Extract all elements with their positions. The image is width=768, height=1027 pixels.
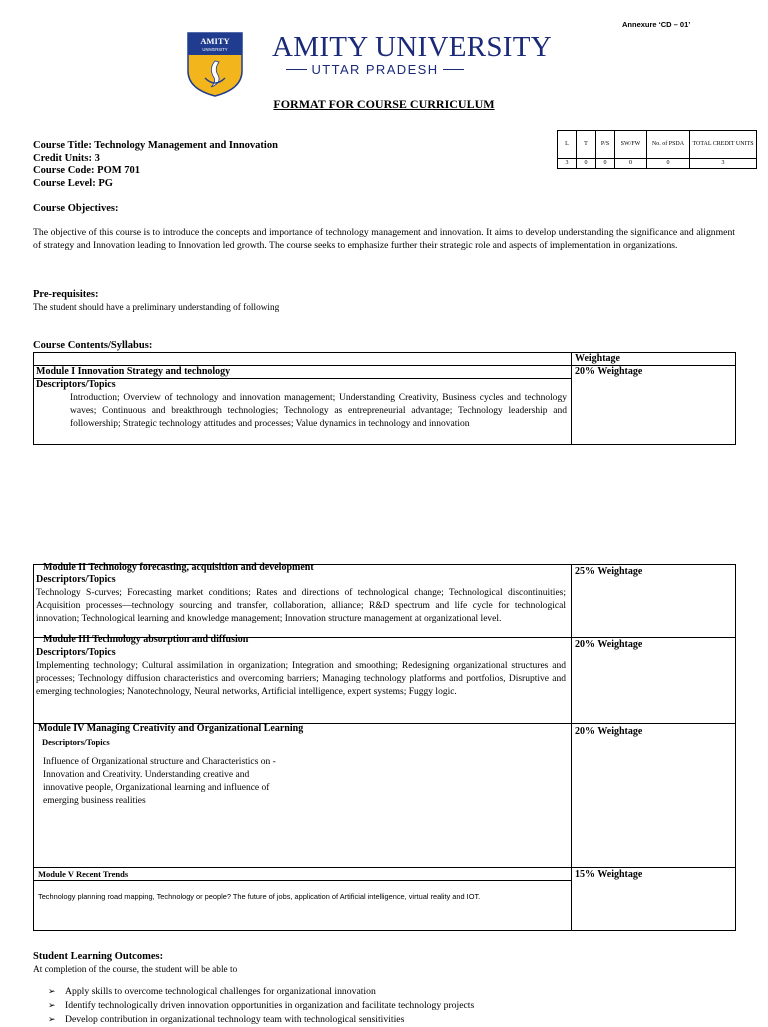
university-name: AMITY UNIVERSITY: [272, 31, 553, 63]
module-2-descriptor-label: Descriptors/Topics: [36, 574, 116, 585]
module-1-title: Module I Innovation Strategy and technology: [36, 366, 231, 377]
outcomes-intro: At completion of the course, the student will be able to: [33, 965, 238, 975]
list-item: [48, 1013, 474, 1027]
credits-table: [557, 130, 757, 169]
module-1-text: Introduction; Overview of technology and innovation management; Understanding Creativity, Business cycles and technology waves; Continuous and breakthrough technologies; Technology as entrepreneurial advantage; Technology leadership and followership; Strategic technology attitudes and processes; Value dynamics in technology and innovation: [70, 393, 567, 429]
svg-text:AMITY: AMITY: [200, 36, 230, 46]
credits-header: TOTAL CREDIT UNITS: [690, 131, 757, 159]
credits-value: 0: [596, 159, 615, 169]
module-4-descriptor-label: Descriptors/Topics: [42, 737, 110, 747]
list-item: [48, 985, 474, 999]
arrow-bullet-icon: ➢: [48, 1015, 56, 1025]
syllabus-heading: Course Contents/Syllabus:: [33, 340, 153, 351]
objectives-text: The objective of this course is to introduce the concepts and importance of technology management and innovation. It aims to develop understanding the significance and alignment of strategy and Innovation leading to Innovation led growth. The course seeks to emphasize further their strategic role and aspects of implementation in organizations.: [33, 227, 735, 251]
outcomes-heading: Student Learning Outcomes:: [33, 951, 164, 962]
module-4-weight: 20% Weightage: [575, 726, 643, 737]
module-5-weight: 15% Weightage: [575, 869, 643, 880]
outcomes-list: [48, 985, 474, 1027]
course-info: [33, 140, 278, 190]
module-4-line: Influence of Organizational structure and Characteristics on -: [43, 757, 276, 767]
module-2-title: Module II Technology forecasting, acquisition and development: [43, 562, 314, 573]
module-2-text: Technology S-curves; Forecasting market conditions; Rates and directions of technological change; Technological discontinuities; Acquisition processes—technology sourcing and transfer, collaboration, alliance; R&D spectrum and life cycle for technological innovation; Technological learning and knowledge management; Innovation structure management at organizational level.: [36, 588, 566, 624]
prerequisites-text: The student should have a preliminary understanding of following: [33, 303, 280, 313]
divider: [33, 880, 572, 881]
amity-shield-logo: [186, 31, 244, 97]
credits-header: P/S: [596, 131, 615, 159]
outcome-text: Apply skills to overcome technological challenges for organizational innovation: [65, 986, 376, 997]
divider: [33, 867, 735, 868]
module-4-text: [43, 756, 276, 808]
module-4-line: Innovation and Creativity. Understanding creative and: [43, 770, 250, 780]
module-3-title: Module III Technology absorption and diffusion: [43, 634, 249, 645]
course-title: Course Title: Technology Management and Innovation: [33, 140, 278, 151]
svg-text:UNIVERSITY: UNIVERSITY: [202, 47, 228, 52]
module-1-weight: 20% Weightage: [575, 366, 643, 377]
list-item: [48, 999, 474, 1013]
module-1-descriptor-label: Descriptors/Topics: [36, 379, 116, 390]
divider: [443, 69, 464, 70]
arrow-bullet-icon: ➢: [48, 1001, 56, 1011]
module-4-line: innovative people, Organizational learning and influence of: [43, 783, 270, 793]
course-code: Course Code: POM 701: [33, 165, 141, 176]
objectives-heading: Course Objectives:: [33, 203, 119, 214]
credits-header: T: [577, 131, 596, 159]
weightage-header: Weightage: [575, 353, 620, 364]
credits-header: SW/FW: [615, 131, 647, 159]
course-level: Course Level: PG: [33, 177, 113, 189]
outcome-text: Develop contribution in organizational technology team with technological sensitivities: [65, 1014, 405, 1025]
credits-header: No. of PSDA: [647, 131, 690, 159]
module-3-descriptor-label: Descriptors/Topics: [36, 647, 116, 658]
divider: [571, 564, 572, 930]
module-4-line: emerging business realities: [43, 796, 146, 806]
credits-value: 3: [690, 159, 757, 169]
credits-value: 0: [615, 159, 647, 169]
university-region: [286, 62, 464, 77]
credits-value: 3: [558, 159, 577, 169]
credits-value: 0: [647, 159, 690, 169]
credits-value: 0: [577, 159, 596, 169]
module-5-text: Technology planning road mapping, Technology or people? The future of jobs, application of Artificial intelligence, virtual reality and IOT.: [38, 892, 481, 901]
region-label: UTTAR PRADESH: [311, 62, 439, 77]
credits-header: L: [558, 131, 577, 159]
format-title: FORMAT FOR COURSE CURRICULUM: [273, 97, 495, 111]
module-2-weight: 25% Weightage: [575, 566, 643, 577]
divider: [286, 69, 307, 70]
module-4-title: Module IV Managing Creativity and Organizational Learning: [38, 723, 304, 734]
module-3-text: Implementing technology; Cultural assimilation in organization; Integration and smoothing; Redesigning organizational structures and processes; Technology diffusion characteristics and overcoming barriers; Managing technology platforms and portfolios, Disruptive and emerging technologies; Nanotechnology, Neural networks, Artificial intelligence, expert systems; Fuggy logic.: [36, 661, 566, 697]
module-3-weight: 20% Weightage: [575, 639, 643, 650]
prerequisites-heading: Pre-requisites:: [33, 289, 99, 300]
annexure-label: Annexure ‘CD – 01’: [622, 20, 691, 29]
outcome-text: Identify technologically driven innovation opportunities in organization and facilitate technology projects: [65, 1000, 475, 1011]
module-5-title: Module V Recent Trends: [38, 869, 129, 879]
arrow-bullet-icon: ➢: [48, 987, 56, 997]
course-credit-units: Credit Units: 3: [33, 152, 100, 164]
